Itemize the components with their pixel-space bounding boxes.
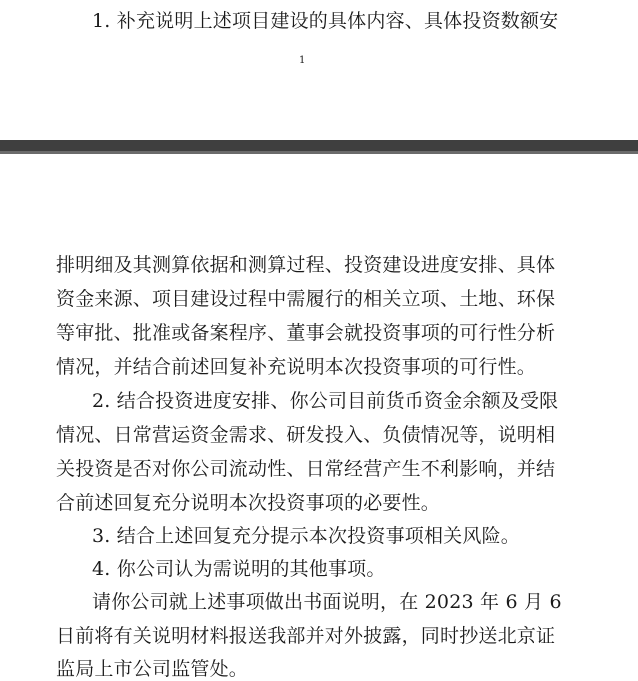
body-line: 情况，并结合前述回复补充说明本次投资事项的可行性。	[56, 356, 537, 378]
body-line: 排明细及其测算依据和测算过程、投资建设进度安排、具体	[56, 254, 556, 276]
item-4-line: 4. 你公司认为需说明的其他事项。	[92, 558, 386, 580]
body-line: 合前述回复充分说明本次投资事项的必要性。	[56, 492, 441, 514]
item-3-line: 3. 结合上述回复充分提示本次投资事项相关风险。	[92, 525, 520, 547]
body-line: 情况、日常营运资金需求、研发投入、负债情况等，说明相	[56, 424, 556, 446]
item-2-first-line: 2. 结合投资进度安排、你公司目前货币资金余额及受限	[92, 390, 559, 412]
body-line: 等审批、批准或备案程序、董事会就投资事项的可行性分析	[56, 322, 556, 344]
body-line: 日前将有关说明材料报送我部并对外披露，同时抄送北京证	[56, 625, 556, 647]
body-line: 监局上市公司监管处。	[56, 658, 249, 680]
body-line: 关投资是否对你公司流动性、日常经营产生不利影响，并结	[56, 458, 556, 480]
page-1-bottom	[0, 0, 638, 140]
page-gap	[0, 140, 638, 154]
closing-first-line: 请你公司就上述事项做出书面说明，在 2023 年 6 月 6	[92, 591, 562, 613]
page-number: 1	[299, 55, 306, 66]
body-line: 资金来源、项目建设过程中需履行的相关立项、土地、环保	[56, 288, 556, 310]
item-1-first-line: 1. 补充说明上述项目建设的具体内容、具体投资数额安	[92, 10, 559, 32]
